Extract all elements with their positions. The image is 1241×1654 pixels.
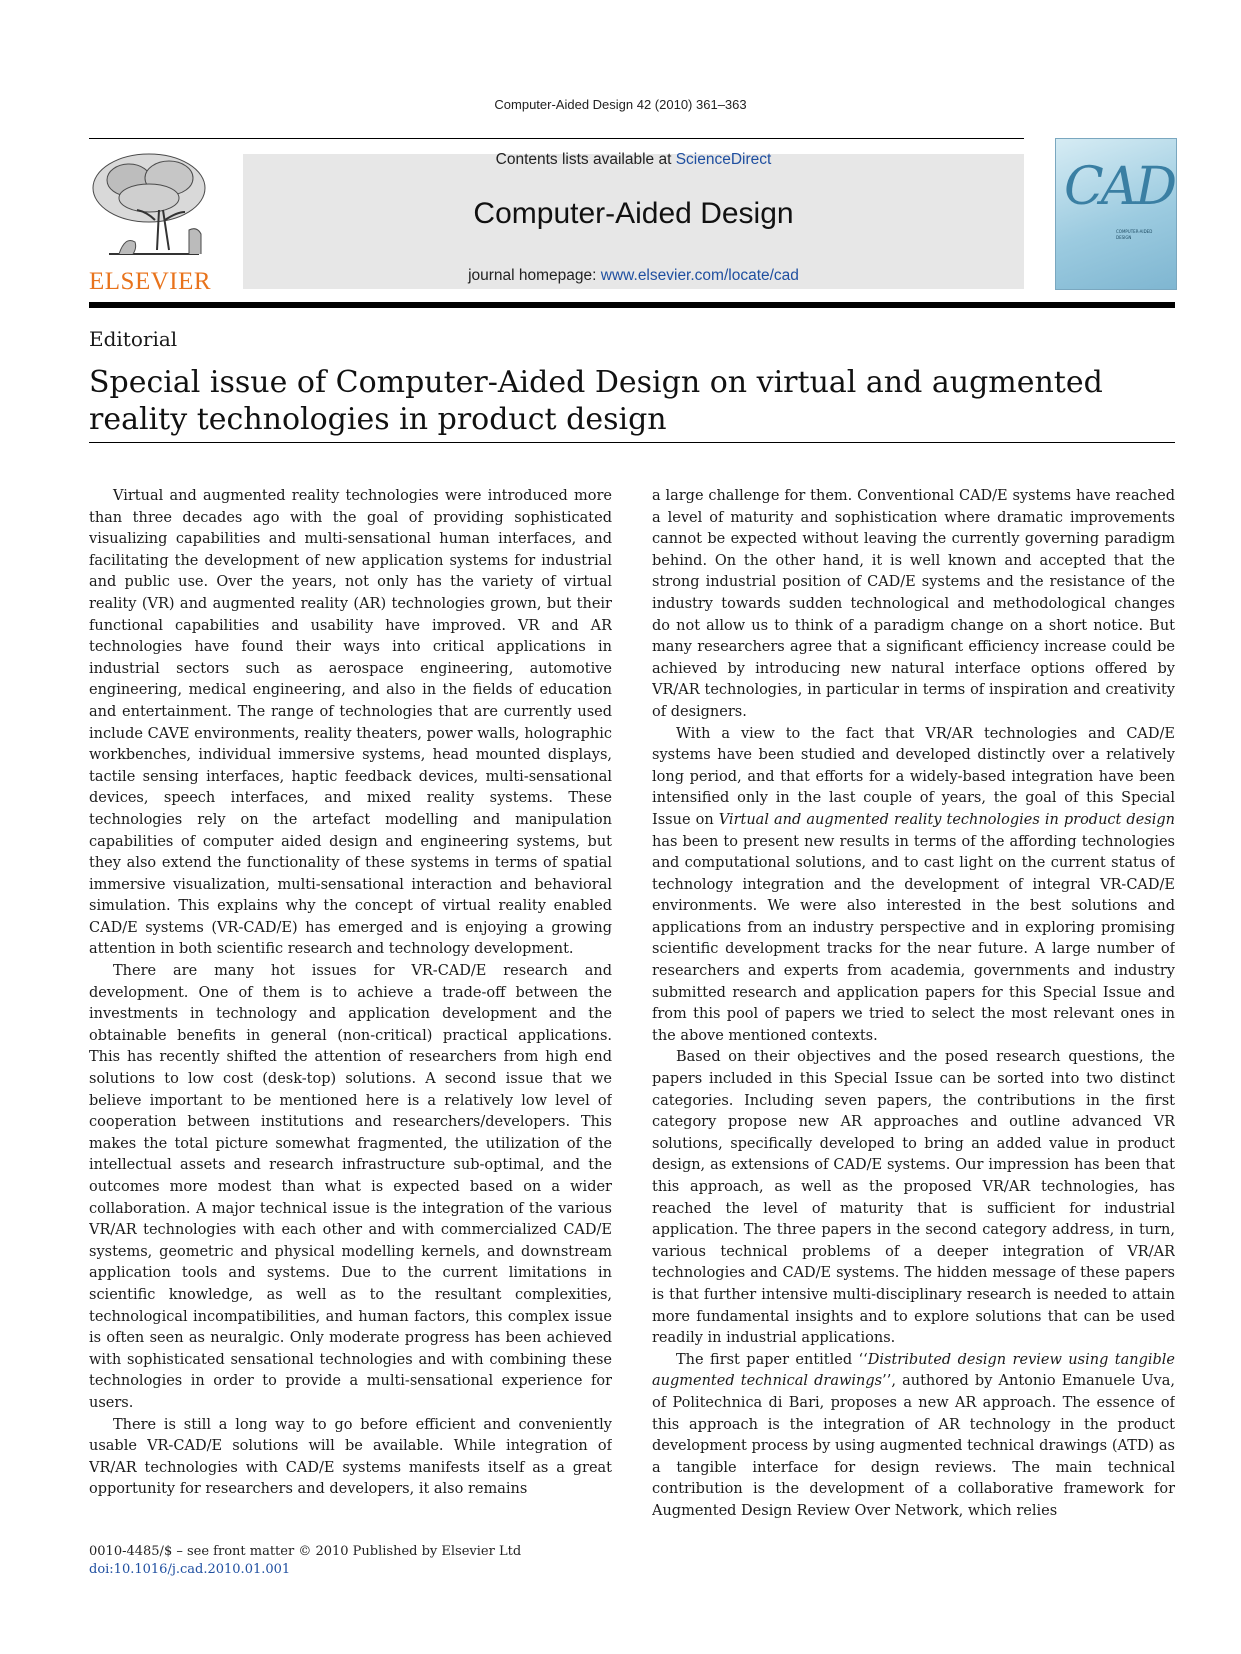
issn-line: 0010-4485/$ – see front matter © 2010 Published by Elsevier Ltd <box>89 1544 522 1559</box>
journal-name: Computer-Aided Design <box>473 197 794 230</box>
paragraph: a large challenge for them. Conventional CAD/E systems have reached a level of maturity and sophistication where dramatic improvements cannot be expected without leaving the currently governing paradigm behind. On the other hand, it is well known and accepted that the strong industrial position of CAD/E systems and the resistance of the industry towards sudden technological and methodological changes do not allow us to think of a paradigm change on a short notice. But many researchers agree that a significant efficiency increase could be achieved by introducing new natural interface options offered by VR/AR technologies, in particular in terms of inspiration and creativity of designers. <box>652 488 1175 720</box>
journal-citation: Computer-Aided Design 42 (2010) 361–363 <box>494 97 747 112</box>
paper-title: Distributed design review using tangible augmented technical drawings <box>652 1351 1175 1390</box>
contents-line <box>243 151 1024 169</box>
text-run: ’’, authored by Antonio Emanuele Uva, of Politechnica di Bari, proposes a new AR approach. The essence of this approach is the integration of AR technology in the product development process by using augmented technical drawings (ATD) as a tangible interface for design reviews. The main technical contribution is the development of a collaborative framework for Augmented Design Review Over Network, which relies <box>652 1373 1175 1519</box>
header-thick-rule <box>89 302 1175 308</box>
paragraph <box>652 1350 1175 1523</box>
paragraph: There is still a long way to go before efficient and conveniently usable VR-CAD/E solutions will be available. While integration of VR/AR technologies with CAD/E systems manifests itself as a great opportunity for researchers and developers, it also remains <box>89 1416 612 1498</box>
text-run: has been to present new results in terms of the affording technologies and computational solutions, and to cast light on the current status of technology integration and the development of integral VR-CAD/E environments. We were also interested in the best solutions and applications from an industry perspective and in exploring promising scientific development tracks for the near future. A large number of researchers and experts from academia, governments and industry submitted research and application papers for this Special Issue and from this pool of papers we tried to select the most relevant ones in the above mentioned contexts. <box>652 833 1175 1044</box>
paragraph <box>652 724 1175 1048</box>
article-title: Special issue of Computer-Aided Design on virtual and augmented reality technologies in product design <box>89 365 1103 437</box>
homepage-prefix: journal homepage: <box>468 267 601 284</box>
paragraph: Based on their objectives and the posed research questions, the papers included in this Special Issue can be sorted into two distinct categories. Including seven papers, the contributions in the first category propose new AR approaches and outline advanced VR solutions, specifically developed to bring an added value in product design, as extensions of CAD/E systems. Our impression has been that this approach, as well as the proposed VR/AR technologies, has reached the level of maturity that is sufficient for industrial application. The three papers in the second category address, in turn, various technical problems of a deeper integration of VR/AR technologies and CAD/E systems. The hidden message of these papers is that further intensive multi-disciplinary research is needed to attain more fundamental insights and to explore solutions that can be used readily in industrial applications. <box>652 1049 1175 1347</box>
journal-banner <box>243 151 1024 289</box>
paragraph: There are many hot issues for VR-CAD/E research and development. One of them is to achieve a trade-off between the investments in technology and application development and the obtainable benefits in general (non-critical) practical applications. This has recently shifted the attention of researchers from high end solutions to low cost (desk-top) solutions. A second issue that we believe important to be mentioned here is a relatively low level of cooperation between institutions and researchers/developers. This makes the total picture somewhat fragmented, the utilization of the intellectual assets and research infrastructure sub-optimal, and the outcomes more modest than what is expected based on a wider collaboration. A major technical issue is the integration of the various VR/AR technologies with each other and with commercialized CAD/E systems, geometric and physical modelling kernels, and downstream application tools and systems. Due to the current limitations in scientific knowledge, as well as to the resultant complexities, technological incompatibilities, and human factors, this complex issue is often seen as neuralgic. Only moderate progress has been achieved with sophisticated sensational technologies and with combining these technologies in order to provide a multi-sensational experience for users. <box>89 963 612 1411</box>
text-run: The first paper entitled ‘‘ <box>676 1351 868 1368</box>
journal-cover[interactable] <box>1055 138 1177 290</box>
footer <box>89 1543 521 1579</box>
paragraph: Virtual and augmented reality technologies were introduced more than three decades ago with the goal of providing sophisticated visualizing capabilities and multi-sensational human interfaces, and facilitating the development of new application systems for industrial and public use. Over the years, not only has the variety of virtual reality (VR) and augmented reality (AR) technologies grown, but their functional capabilities and usability have improved. VR and AR technologies have found their ways into critical applications in industrial sectors such as aerospace engineering, automotive engineering, medical engineering, and also in the fields of education and entertainment. The range of technologies that are currently used include CAVE environments, reality theaters, power walls, holographic workbenches, individual immersive systems, head mounted displays, tactile sensing interfaces, haptic feedback devices, multi-sensational devices, speech interfaces, and mixed reality systems. These technologies rely on the artefact modelling and manipulation capabilities of computer aided design and engineering systems, but they also extend the functionality of these systems in terms of spatial immersive visualization, multi-sensational interaction and behavioral simulation. This explains why the concept of virtual reality enabled CAD/E systems (VR-CAD/E) has emerged and is enjoying a growing attention in both scientific research and technology development. <box>89 488 612 958</box>
doi-link[interactable]: doi:10.1016/j.cad.2010.01.001 <box>89 1562 291 1577</box>
title-rule <box>89 442 1175 443</box>
body-column-left <box>89 486 612 1526</box>
tree-icon <box>89 150 215 262</box>
body-column-right <box>652 486 1175 1526</box>
special-issue-title: Virtual and augmented reality technologies in product design <box>718 811 1175 828</box>
homepage-line <box>243 267 1024 285</box>
homepage-link[interactable]: www.elsevier.com/locate/cad <box>600 267 799 284</box>
contents-prefix: Contents lists available at <box>495 151 676 168</box>
sciencedirect-link[interactable]: ScienceDirect <box>675 151 772 168</box>
publisher-name: ELSEVIER <box>89 268 212 295</box>
section-label: Editorial <box>89 327 178 351</box>
cover-logo: CAD <box>1064 157 1175 217</box>
header-rule <box>89 138 1024 139</box>
cover-subtitle: COMPUTER-AIDED DESIGN <box>1116 229 1153 240</box>
text-run: With a view to the fact that VR/AR technologies and CAD/E systems have been studied and developed distinctly over a relatively long period, and that efforts for a widely-based integration have been intensified only in the last couple of years, the goal of this Special Issue on <box>652 725 1175 828</box>
